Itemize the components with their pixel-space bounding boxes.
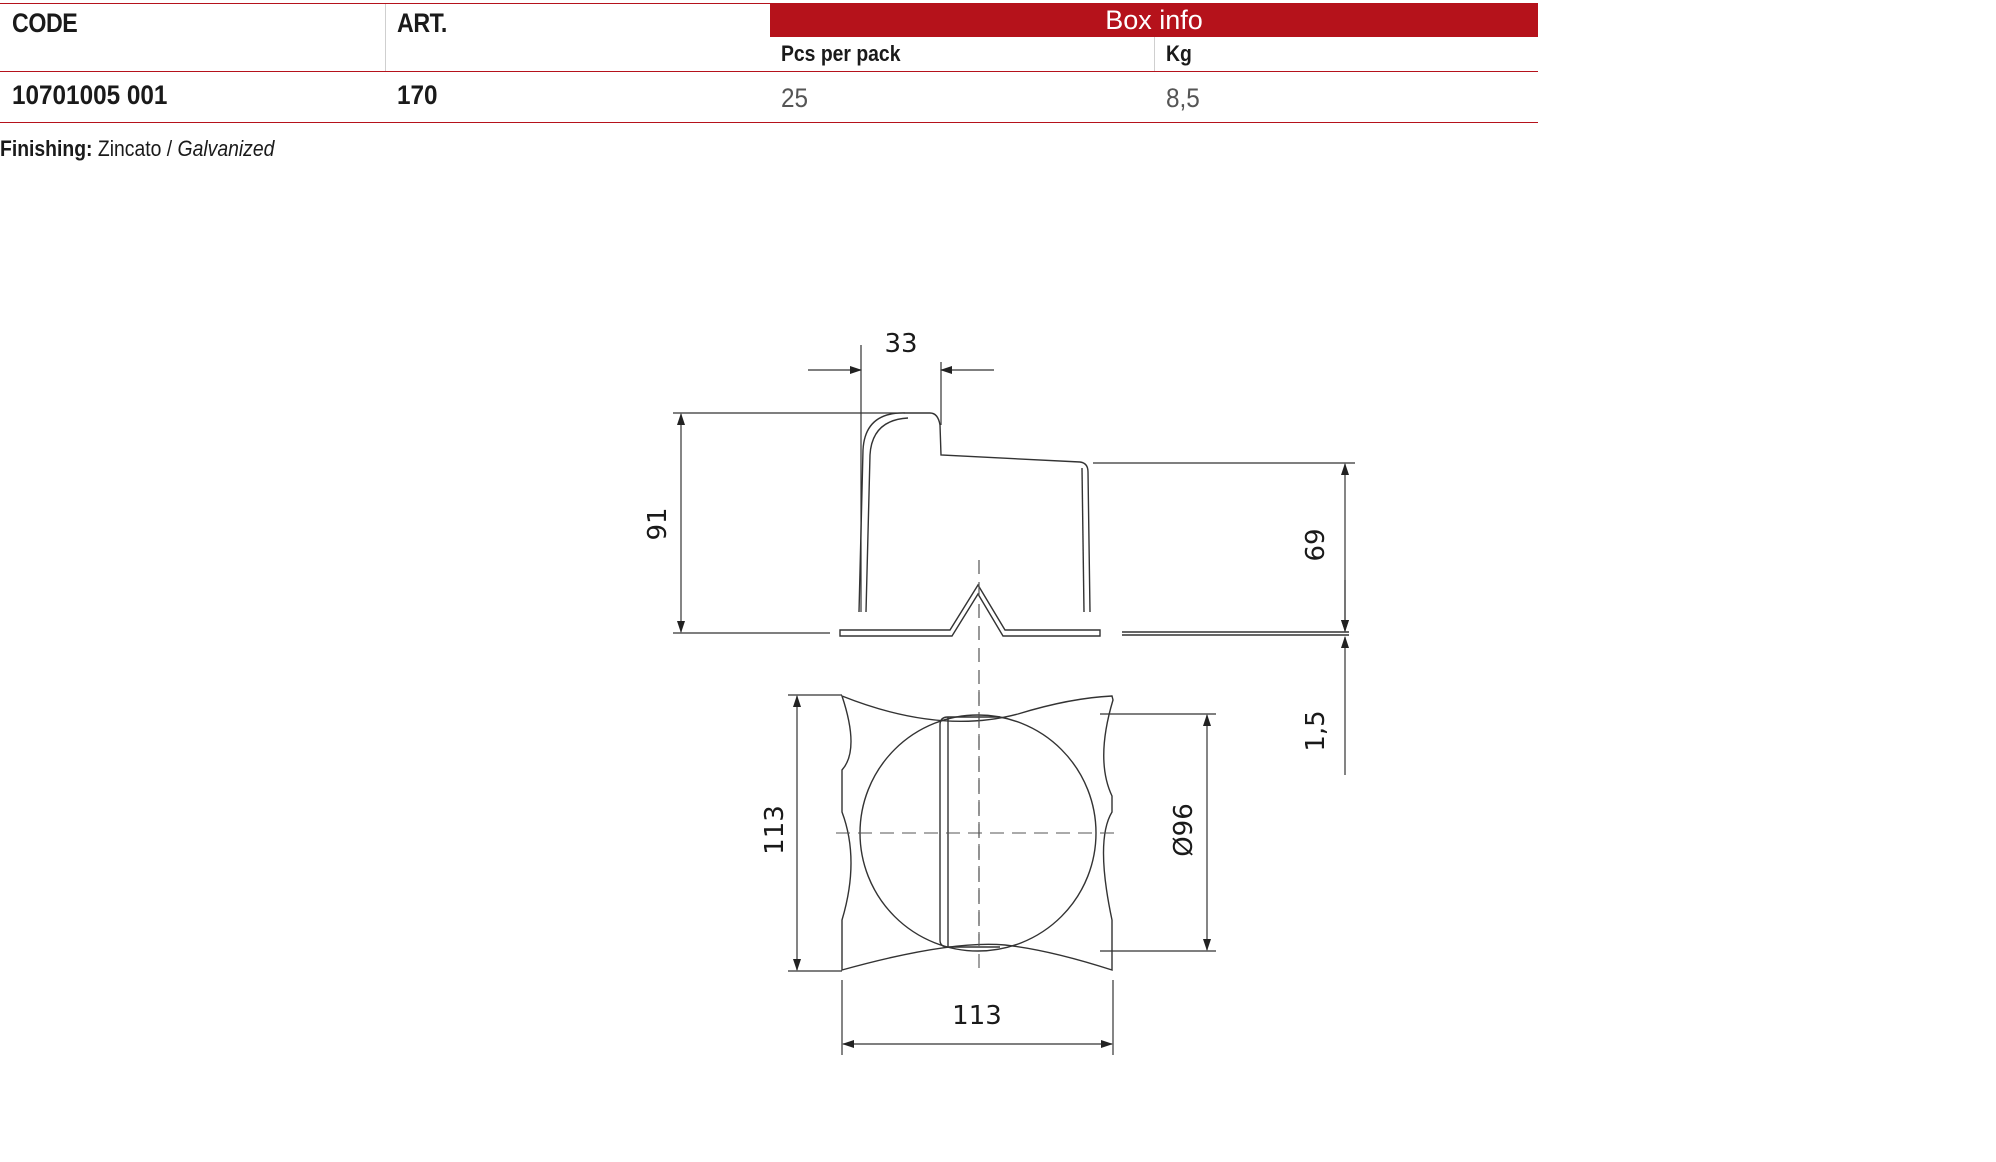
kg-header: Kg [1166,41,1192,66]
pcs-per-pack-header: Pcs per pack [781,41,901,66]
dim-69-label: 69 [1301,528,1331,562]
finishing-value-en: Galvanized [177,136,275,161]
code-header: CODE [12,8,78,38]
dim-diameter-label: Ø96 [1169,803,1199,857]
code-value: 10701005 001 [12,80,168,110]
dim-113-horizontal-label: 113 [952,1001,1002,1031]
side-view [840,413,1349,636]
pcs-per-pack-value: 25 [781,83,809,113]
kg-value: 8,5 [1166,83,1200,113]
finishing-label: Finishing: [0,136,93,161]
dim-113-vertical-label: 113 [760,805,790,855]
dim-91-label: 91 [643,507,673,541]
art-value: 170 [397,80,438,110]
dim-33-label: 33 [884,329,918,359]
dimension-labels [643,329,1331,1031]
finishing-value-it: Zincato / [97,136,173,161]
box-info-label: Box info [1105,5,1203,35]
top-view-dimensions [788,695,1216,1055]
top-view [836,690,1120,976]
art-header: ART. [397,8,447,38]
dim-1-5-label: 1,5 [1301,710,1331,752]
